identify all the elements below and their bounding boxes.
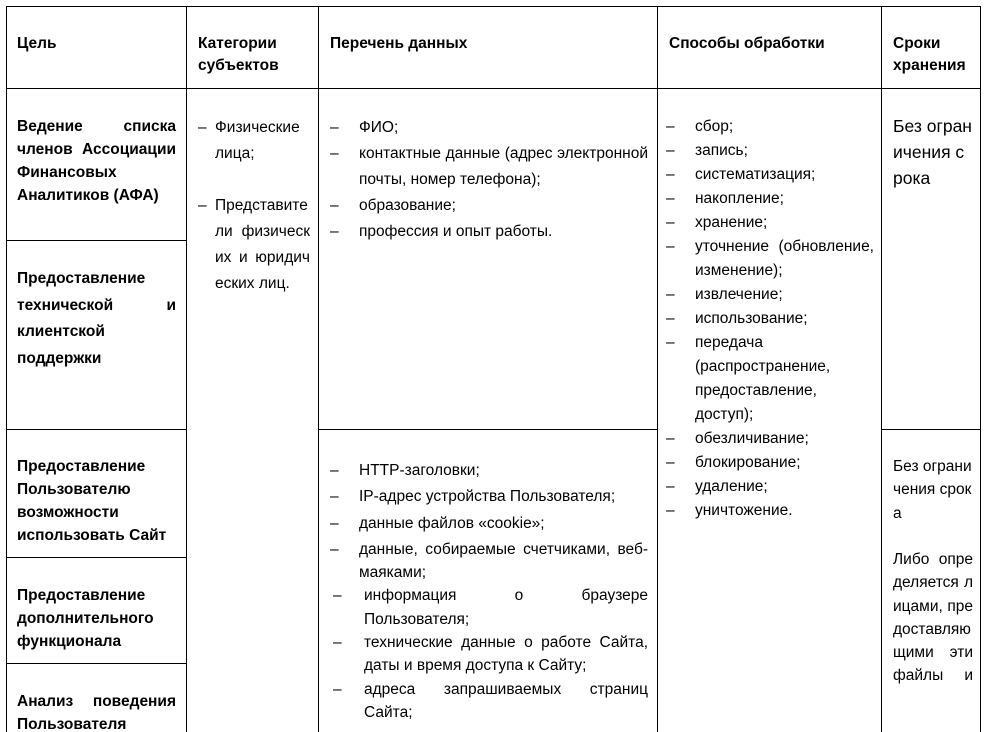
method-blocking: блокирование; xyxy=(695,454,801,471)
data-item-name: ФИО; xyxy=(359,119,399,136)
method-destruction: уничтожение. xyxy=(695,502,793,519)
dash-marker: – xyxy=(666,238,675,255)
list-item xyxy=(330,512,648,535)
dash-marker: – xyxy=(333,680,342,698)
dash-marker: – xyxy=(666,118,675,135)
method-recording: запись; xyxy=(695,142,748,159)
col3-divider xyxy=(657,6,658,732)
tech-item-cookie: данные файлов «cookie»; xyxy=(359,514,545,532)
tech-item-http-headers: HTTP-заголовки; xyxy=(359,462,480,479)
col2-divider xyxy=(318,6,319,732)
dash-marker: – xyxy=(330,514,339,532)
header-methods: Способы обработки xyxy=(669,35,825,52)
dash-marker: – xyxy=(666,214,675,231)
list-item xyxy=(330,459,648,482)
header-retention: Сроки хранения xyxy=(893,35,966,74)
list-item xyxy=(666,331,874,427)
list-item xyxy=(666,427,874,451)
dash-marker: – xyxy=(333,587,342,605)
dash-marker: – xyxy=(666,478,675,495)
dash-marker: – xyxy=(666,430,675,447)
method-systematization: систематизация; xyxy=(695,166,816,183)
list-item xyxy=(330,538,648,585)
table-right-border xyxy=(980,6,981,732)
tech-item-ip: IP-адрес устройства Пользователя; xyxy=(359,488,616,506)
personal-data-list xyxy=(330,115,648,245)
tech-item-pages: адреса запрашиваемых страниц Сайта; xyxy=(364,680,648,721)
list-item xyxy=(330,584,648,631)
dash-marker: – xyxy=(330,119,339,136)
list-item xyxy=(330,115,648,141)
dash-marker: – xyxy=(666,142,675,159)
technical-data-list xyxy=(330,459,648,724)
list-item xyxy=(666,163,874,187)
data-item-contacts: контактные данные (адрес электронной почты, номер телефона); xyxy=(359,145,648,188)
section-divider-retention xyxy=(881,429,981,430)
dash-marker: – xyxy=(666,502,675,519)
col4-divider xyxy=(881,6,882,732)
list-item xyxy=(330,219,648,245)
data-item-profession: профессия и опыт работы. xyxy=(359,223,553,240)
header-data-list: Перечень данных xyxy=(330,35,468,52)
data-item-education: образование; xyxy=(359,197,456,214)
dash-marker: – xyxy=(666,310,675,327)
header-purpose: Цель xyxy=(17,35,57,52)
tech-item-site-data: технические данные о работе Сайта, даты и время доступа к Сайту; xyxy=(364,634,648,675)
method-depersonalization: обезличивание; xyxy=(695,430,809,447)
dash-marker: – xyxy=(330,462,339,479)
row1-divider xyxy=(6,240,186,241)
method-extraction: извлечение; xyxy=(695,286,783,303)
method-storage: хранение; xyxy=(695,214,768,231)
dash-marker: – xyxy=(666,166,675,183)
list-item xyxy=(666,451,874,475)
list-item xyxy=(666,139,874,163)
subjects-list xyxy=(198,115,310,297)
dash-marker: – xyxy=(333,634,342,652)
dash-marker: – xyxy=(330,540,339,558)
dash-marker: – xyxy=(666,286,675,303)
list-item xyxy=(666,187,874,211)
method-transfer: передача (распространение, предоставление, доступ); xyxy=(695,334,831,423)
subject-individuals: Физические лица; xyxy=(215,119,300,162)
list-item xyxy=(330,678,648,725)
list-item xyxy=(666,307,874,331)
header-subjects: Категории субъектов xyxy=(198,35,279,74)
table-left-border xyxy=(6,6,7,732)
dash-marker: – xyxy=(330,223,339,240)
section-divider-left xyxy=(6,429,186,430)
section-divider-data xyxy=(318,429,657,430)
list-item xyxy=(666,475,874,499)
method-use: использование; xyxy=(695,310,808,327)
retention-technical: Без ограничения срока xyxy=(893,458,972,522)
purpose-extra-features: Предоставление дополнительного функционала xyxy=(17,587,154,650)
list-item xyxy=(666,115,874,139)
row4-divider xyxy=(6,557,186,558)
purpose-members-list: Ведение списка членов Ассоциации Финансовых Аналитиков (АФА) xyxy=(17,118,176,204)
dash-marker: – xyxy=(330,145,339,162)
list-item xyxy=(330,631,648,678)
retention-technical-note: Либо определяется лицами, предоставляющими эти файлы и xyxy=(893,551,973,685)
method-accumulation: накопление; xyxy=(695,190,784,207)
list-item xyxy=(666,499,874,523)
subject-representatives: Представители физических и юридических лиц. xyxy=(215,197,310,292)
method-clarification: уточнение (обновление, изменение); xyxy=(695,238,874,279)
dash-marker: – xyxy=(666,190,675,207)
tech-item-counters: данные, собираемые счетчиками, веб-маяками; xyxy=(359,540,648,582)
table-top-border xyxy=(6,6,981,7)
method-deletion: удаление; xyxy=(695,478,768,495)
header-bottom-border xyxy=(6,88,981,89)
dash-marker: – xyxy=(330,197,339,214)
list-item xyxy=(330,485,648,508)
col1-divider xyxy=(186,6,187,732)
dash-marker: – xyxy=(666,334,675,351)
list-item xyxy=(198,115,310,167)
purpose-site-usage: Предоставление Пользователю возможности использовать Сайт xyxy=(17,458,167,544)
processing-methods-list xyxy=(666,115,874,523)
method-collection: сбор; xyxy=(695,118,734,135)
list-item xyxy=(666,235,874,283)
list-item xyxy=(666,211,874,235)
list-item xyxy=(330,141,648,193)
purpose-support: Предоставление технической и клиентской поддержки xyxy=(17,270,176,367)
dash-marker: – xyxy=(198,119,207,136)
dash-marker: – xyxy=(198,197,207,214)
list-item xyxy=(198,193,310,297)
purpose-behavior-analysis: Анализ поведения Пользователя xyxy=(17,693,176,732)
dash-marker: – xyxy=(330,488,339,506)
list-item xyxy=(330,193,648,219)
dash-marker: – xyxy=(666,454,675,471)
tech-item-browser: информация о браузере Пользователя; xyxy=(364,587,648,628)
retention-personal: Без ограничения срока xyxy=(893,116,972,188)
row5-divider xyxy=(6,663,186,664)
list-item xyxy=(666,283,874,307)
